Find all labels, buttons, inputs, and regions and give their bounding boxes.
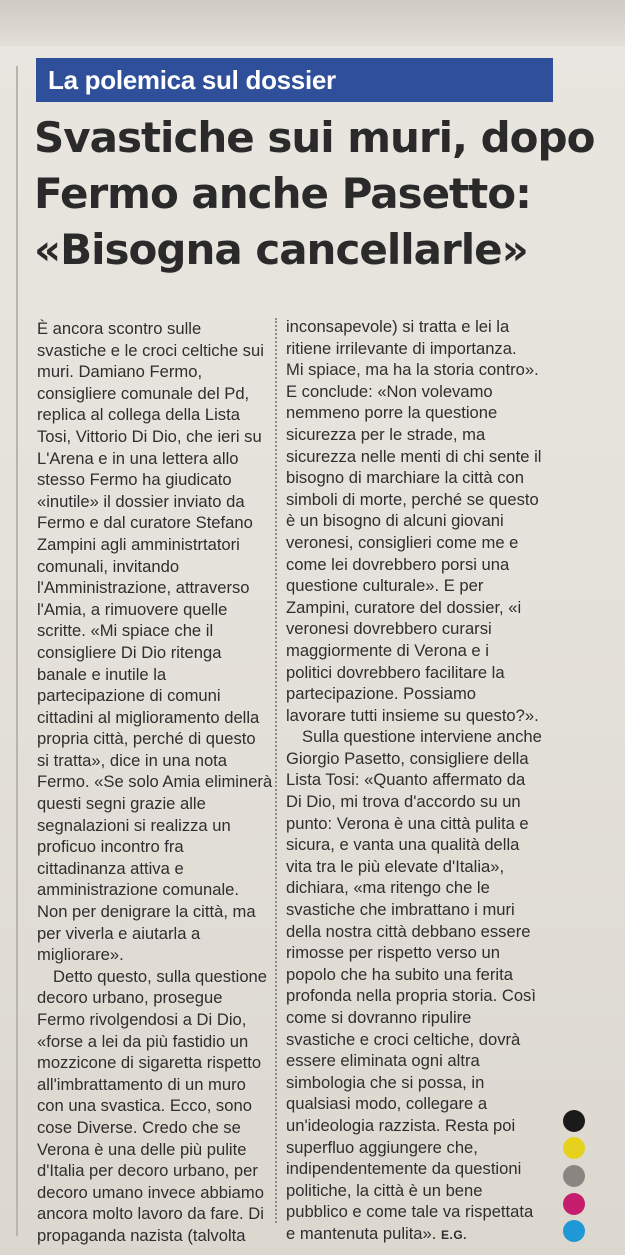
article-line: un'ideologia razzista. Resta poi — [286, 1115, 516, 1135]
article-line: profonda nella propria storia. Così — [286, 986, 536, 1006]
article-line: d'Italia per decoro urbano, per — [37, 1161, 258, 1181]
article-line: questi segni grazie alle — [37, 794, 206, 814]
article-line: consigliere Di Dio ritenga — [37, 642, 222, 662]
article-line: muri. Damiano Fermo, — [37, 362, 203, 382]
article-line: si tratta», dice in una nota — [37, 750, 228, 770]
article-line: Sulla questione interviene anche — [302, 727, 542, 747]
article-line: bisogno di marchiare la città con — [286, 468, 524, 488]
article-line: simbologia che si possa, in — [286, 1072, 485, 1092]
article-line: cittadinanza attiva e — [37, 858, 184, 878]
article-line: propaganda nazista (talvolta — [37, 1225, 246, 1245]
article-line: sicura, e vanta una qualità della — [286, 835, 520, 855]
article-line: della nostra città debbano essere — [286, 921, 531, 941]
column-rule-left — [16, 66, 18, 1236]
article-line: simboli di morte, perché se questo — [286, 489, 539, 509]
article-line: partecipazione. Possiamo — [286, 684, 477, 704]
article-line: Lista Tosi: «Quanto affermato da — [286, 770, 526, 790]
article-line: decoro urbano, prosegue — [37, 988, 223, 1008]
article-line: all'imbrattamento di un muro — [37, 1074, 246, 1094]
article-line: svastiche che imbrattano i muri — [286, 900, 515, 920]
article-line: Tosi, Vittorio Di Dio, che ieri su — [37, 426, 262, 446]
article-line: È ancora scontro sulle — [37, 319, 202, 338]
article-line: L'Arena e in una lettera allo — [37, 448, 239, 468]
article-line: consigliere comunale del Pd, — [37, 383, 250, 403]
registration-mark-magenta — [563, 1193, 585, 1215]
registration-mark-black — [563, 1110, 585, 1132]
article-line: come lei dovrebbero porsi una — [286, 554, 510, 574]
article-line: stesso Fermo ha giudicato — [37, 470, 232, 490]
article-line: indipendentemente da questioni — [286, 1159, 522, 1179]
article-line: banale e inutile la — [37, 664, 167, 684]
article-line: «inutile» il dossier inviato da — [37, 491, 245, 511]
article-column-1 — [37, 318, 273, 1247]
article-line: sicurezza nelle menti di chi sente il — [286, 446, 542, 466]
article-line: ritiene irrilevante di importanza. — [286, 338, 517, 358]
article-line: Fermo. «Se solo Amia eliminerà — [37, 772, 273, 792]
article-line: proficuo incontro fra — [37, 837, 184, 857]
article-line: rimosse per rispetto verso un — [286, 943, 500, 963]
article-line: essere eliminata ogni altra — [286, 1051, 480, 1071]
article-line: con una svastica. Ecco, sono — [37, 1096, 252, 1116]
article-line: partecipazione di comuni — [37, 686, 221, 706]
article-line: Verona è una delle più pulite — [37, 1139, 247, 1159]
headline-line: Fermo anche Pasetto: — [34, 169, 531, 218]
article-line: Fermo rivolgendosi a Di Dio, — [37, 1010, 247, 1029]
headline-line: «Bisogna cancellarle» — [34, 225, 528, 274]
author-signature: E.G. — [441, 1227, 468, 1242]
article-line: Giorgio Pasetto, consigliere della — [286, 748, 529, 768]
registration-mark-gray — [563, 1165, 585, 1187]
article-line: come si dovranno ripulire — [286, 1008, 472, 1027]
article-line: ancora molto lavoro da fare. Di — [37, 1204, 264, 1224]
article-line: Di Dio, mi trova d'accordo su un — [286, 792, 521, 812]
article-line: per viverla e aiutarla a — [37, 923, 201, 943]
article-line: Detto questo, sulla questione — [53, 966, 268, 986]
article-line: punto: Verona è una città pulita e — [286, 813, 529, 833]
registration-mark-cyan — [563, 1220, 585, 1242]
article-line: svastiche e croci celtiche, dovrà — [286, 1029, 521, 1049]
article-line: sicurezza per le strade, ma — [286, 424, 486, 444]
article-line: E conclude: «Non volevamo — [286, 381, 493, 401]
article-line: Zampini, curatore del dossier, «i — [286, 597, 522, 617]
article-line: politiche, la città è un bene — [286, 1180, 483, 1200]
article-line: lavorare tutti insieme su questo?». — [286, 705, 539, 725]
article-line: maggiormente di Verona e i — [286, 640, 489, 660]
kicker-banner: La polemica sul dossier — [36, 58, 553, 102]
article-line: Non per denigrare la città, ma — [37, 902, 256, 922]
article-line: l'Amia, a rimuovere quelle — [37, 599, 228, 619]
article-line: superfluo aggiungere che, — [286, 1137, 478, 1157]
article-line: questione culturale». E per — [286, 576, 484, 596]
article-line: decoro umano invece abbiamo — [37, 1182, 264, 1202]
article-line: mozzicone di sigaretta rispetto — [37, 1053, 262, 1073]
article-line: replica al collega della Lista — [37, 405, 240, 425]
previous-page-strip — [0, 0, 625, 46]
article-line: Zampini agli amministrtatori — [37, 534, 240, 554]
article-line: segnalazioni si realizza un — [37, 815, 231, 835]
article-line: e mantenuta pulita». E.G. — [286, 1223, 468, 1243]
article-line: pubblico e come tale va rispettata — [286, 1202, 534, 1222]
article-line: qualsiasi modo, collegare a — [286, 1094, 488, 1114]
article-line: amministrazione comunale. — [37, 880, 239, 900]
article-line: cittadini al miglioramento della — [37, 707, 260, 727]
article-column-2 — [286, 316, 576, 1245]
article-line: comunali, invitando — [37, 556, 180, 576]
article-line: popolo che ha subito una ferita — [286, 964, 513, 984]
article-line: Fermo e dal curatore Stefano — [37, 513, 253, 533]
article-line: scritte. «Mi spiace che il — [37, 621, 214, 641]
registration-mark-yellow — [563, 1137, 585, 1159]
article-line: nemmeno porre la questione — [286, 403, 498, 423]
article-line: l'Amministrazione, attraverso — [37, 578, 250, 598]
article-line: propria città, perché di questo — [37, 729, 256, 749]
article-line: migliorare». — [37, 945, 124, 965]
article-line: svastiche e le croci celtiche sui — [37, 340, 264, 360]
article-line: vita tra le più elevate d'Italia», — [286, 856, 505, 876]
article-line: è un bisogno di alcuni giovani — [286, 511, 504, 531]
article-line: dichiara, «ma ritengo che le — [286, 878, 490, 898]
article-line: cose Diverse. Credo che se — [37, 1117, 241, 1137]
article-line: Mi spiace, ma ha la storia contro». — [286, 360, 539, 380]
article-line: «forse a lei da più fastidio un — [37, 1031, 249, 1051]
headline-line: Svastiche sui muri, dopo — [34, 113, 595, 162]
column-divider — [275, 318, 277, 1223]
headline — [34, 110, 594, 278]
article-line: inconsapevole) si tratta e lei la — [286, 317, 510, 336]
article-line: veronesi dovrebbero curarsi — [286, 619, 492, 639]
article-line: veronesi, consiglieri come me e — [286, 532, 519, 552]
article-line: politici dovrebbero facilitare la — [286, 662, 505, 682]
